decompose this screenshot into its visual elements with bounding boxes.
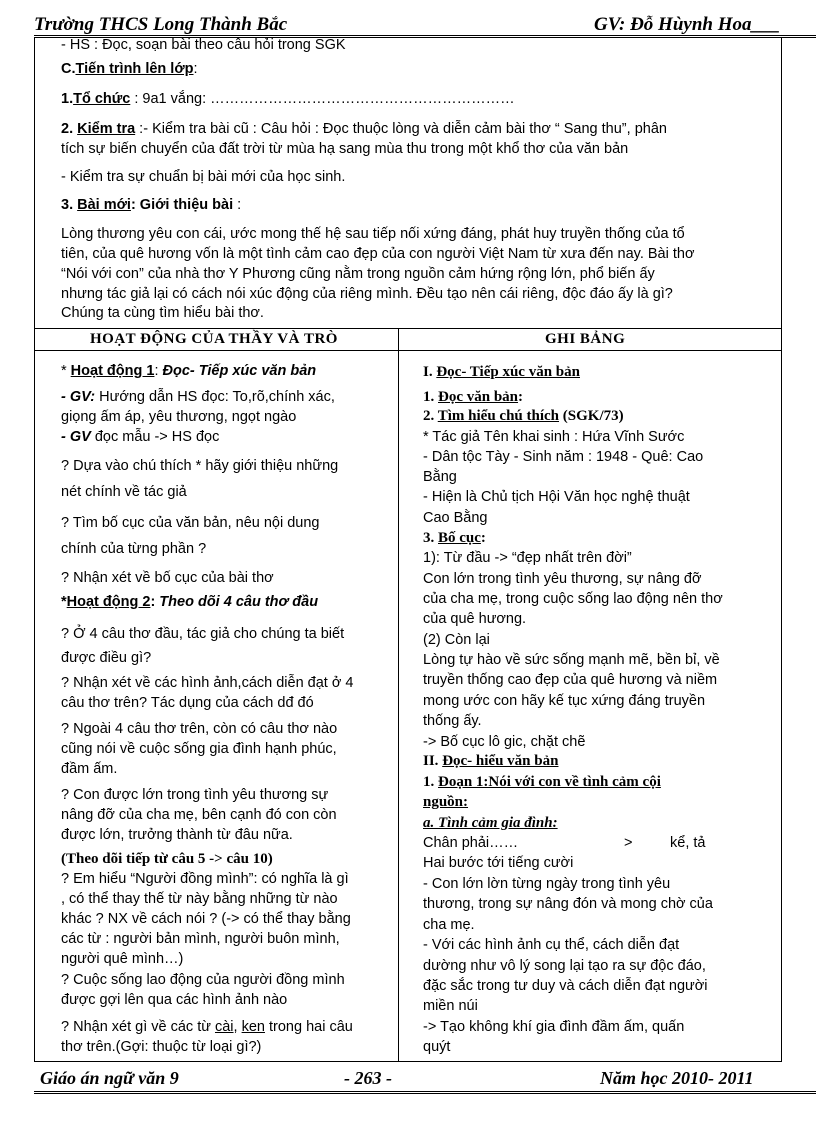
question: ? Dựa vào chú thích * hãy giới thiệu những <box>61 458 339 474</box>
question: khác ? NX về cách nói ? (-> có thể thay bằng <box>61 911 351 927</box>
arrow-mark: > <box>624 835 633 851</box>
board-line: Bằng <box>423 469 457 485</box>
question: , có thể thay thế từ này bằng những từ nào <box>61 891 338 907</box>
board-heading: 3. Bố cục: <box>423 530 486 546</box>
board-line: - Với các hình ảnh cụ thể, cách diễn đạt <box>423 937 680 953</box>
board-line: cha mẹ. <box>423 917 475 933</box>
activity-heading: *Hoạt động 2: Theo dõi 4 câu thơ đầu <box>61 594 319 610</box>
question: ? Tìm bố cục của văn bản, nêu nội dung <box>61 515 320 531</box>
question: ? Ngoài 4 câu thơ trên, còn có câu thơ nào <box>61 721 338 737</box>
school-year: Năm học 2010- 2011 <box>600 1068 754 1088</box>
question: được lớn, trưởng thành từ đâu nữa. <box>61 827 293 843</box>
left-line: - GV đọc mẫu -> HS đọc <box>61 429 220 445</box>
page-footer <box>34 1062 816 1094</box>
intro-paragraph: Lòng thương yêu con cái, ước mong thế hệ sau tiếp nối xứng đáng, phát huy truyền thống của tổ <box>61 226 685 242</box>
board-line: Cao Bằng <box>423 510 488 526</box>
left-line: - GV: Hướng dẫn HS đọc: To,rõ,chính xác, <box>61 389 335 405</box>
board-line: 1): Từ đầu -> “đẹp nhất trên đời” <box>423 550 632 566</box>
table-header-border <box>34 350 782 351</box>
question: nâng đỡ của cha mẹ, bên cạnh đó con còn <box>61 807 337 823</box>
board-line: thương, trong sự nâng đón và mong chờ của <box>423 896 713 912</box>
question: được gợi lên qua các hình ảnh nào <box>61 992 288 1008</box>
board-subheading: a. Tình cảm gia đình: <box>423 815 558 831</box>
question: ? Nhận xét gì về các từ cài, ken trong hai câu <box>61 1019 353 1035</box>
board-heading: 2. Tìm hiểu chú thích (SGK/73) <box>423 408 624 424</box>
table-top-border <box>34 328 782 329</box>
board-line: * Tác giả Tên khai sinh : Hứa Vĩnh Sước <box>423 429 685 445</box>
question: ? Nhận xét về bố cục của bài thơ <box>61 570 274 586</box>
board-heading: II. Đọc- hiểu văn bản <box>423 753 559 769</box>
board-line: - Hiện là Chủ tịch Hội Văn học nghệ thuật <box>423 489 690 505</box>
intro-line: 3. Bài mới: Giới thiệu bài : <box>61 197 242 213</box>
table-header-left: HOẠT ĐỘNG CỦA THẦY VÀ TRÒ <box>90 331 338 347</box>
board-heading: 1. Đoạn 1:Nói với con về tình cảm cội <box>423 774 661 790</box>
question: ? Con được lớn trong tình yêu thương sự <box>61 787 329 803</box>
school-name: Trường THCS Long Thành Bắc <box>34 14 288 35</box>
board-line: truyền thống cao đẹp của quê hương và niềm <box>423 672 718 688</box>
question: thơ trên.(Gợi: thuộc từ loại gì?) <box>61 1039 262 1055</box>
intro-line: tích sự biến chuyển của đất trời từ mùa hạ sang mùa thu trong một khổ thơ của văn bản <box>61 141 629 157</box>
question: ? Em hiểu “Người đồng mình”: có nghĩa là gì <box>61 871 349 887</box>
board-heading: nguồn: <box>423 794 469 810</box>
intro-paragraph: tiên, của quê hương vốn là một tình cảm cao đẹp của con người Việt Nam từ xưa đến nay. Bài thơ <box>61 246 695 262</box>
board-line: Con lớn trong tình yêu thương, sự nâng đỡ <box>423 571 702 587</box>
board-heading: 1. Đọc văn bản: <box>423 389 524 405</box>
intro-paragraph: Chúng ta cùng tìm hiểu bài thơ. <box>61 305 264 321</box>
board-line: (2) Còn lại <box>423 632 490 648</box>
board-line: kể, tả <box>670 835 706 851</box>
intro-line: 1.Tổ chức : 9a1 vắng: ……………………………………………………… <box>61 91 515 107</box>
intro-line: 2. Kiểm tra :- Kiểm tra bài cũ : Câu hỏi : Đọc thuộc lòng và diễn cảm bài thơ “ Sang thu”, phân <box>61 121 667 137</box>
board-line: -> Bố cục lô gic, chặt chẽ <box>423 734 586 750</box>
section-heading: C.Tiến trình lên lớp: <box>61 61 198 77</box>
board-line: Chân phải…… <box>423 835 519 851</box>
question: các từ : người bản mình, người buôn mình, <box>61 931 340 947</box>
question: câu thơ trên? Tác dụng của cách dđ đó <box>61 695 314 711</box>
question: ? Nhận xét về các hình ảnh,cách diễn đạt ở 4 <box>61 675 354 691</box>
board-heading: I. Đọc- Tiếp xúc văn bản <box>423 364 580 380</box>
question: đầm ấm. <box>61 761 118 777</box>
board-line: -> Tạo không khí gia đình đầm ấm, quấn <box>423 1019 685 1035</box>
table-header-right: GHI BẢNG <box>545 331 626 347</box>
question: ? Cuộc sống lao động của người đồng mình <box>61 972 345 988</box>
board-line: Hai bước tới tiếng cười <box>423 855 574 871</box>
question: cũng nói về cuộc sống gia đình hạnh phúc, <box>61 741 337 757</box>
question: ? Ở 4 câu thơ đầu, tác giả cho chúng ta biết <box>61 626 345 642</box>
intro-line: - Kiểm tra sự chuẩn bị bài mới của học sinh. <box>61 169 346 185</box>
intro-line: - HS : Đọc, soạn bài theo câu hỏi trong SGK <box>61 37 346 53</box>
left-line: giọng ấm áp, yêu thương, ngọt ngào <box>61 409 297 425</box>
page-header <box>34 10 816 38</box>
board-line: đặc sắc trong tư duy và cách diễn đạt người <box>423 978 708 994</box>
teacher-name: GV: Đỗ Hùynh Hoa___ <box>594 14 780 35</box>
question: người quê mình…) <box>61 951 184 967</box>
board-line: miền núi <box>423 998 478 1014</box>
question: được điều gì? <box>61 650 152 666</box>
footer-title: Giáo án ngữ văn 9 <box>40 1068 179 1088</box>
table-column-divider <box>398 328 399 1062</box>
subsection-note: (Theo dõi tiếp từ câu 5 -> câu 10) <box>61 851 273 867</box>
intro-paragraph: “Nói với con” của nhà thơ Y Phương cũng nằm trong nguồn cảm hứng rộng lớn, phổ biến ấy <box>61 266 655 282</box>
activity-heading: * Hoạt động 1: Đọc- Tiếp xúc văn bản <box>61 363 317 379</box>
board-line: của cha mẹ, trong cuộc sống lao động nên thơ <box>423 591 723 607</box>
board-line: - Dân tộc Tày - Sinh năm : 1948 - Quê: Cao <box>423 449 704 465</box>
board-line: dường như vô lý song lại tạo ra sự độc đáo, <box>423 958 706 974</box>
board-line: mong ước con hãy kế tục xứng đáng truyền <box>423 693 706 709</box>
board-line: - Con lớn lờn từng ngày trong tình yêu <box>423 876 671 892</box>
board-line: của quê hương. <box>423 611 527 627</box>
intro-paragraph: nhưng tác giả lại có cách nói xúc động của riêng mình. Đều tạo nên cái riêng, độc đáo ấy là gì? <box>61 286 673 302</box>
board-line: Lòng tự hào về sức sống mạnh mẽ, bền bỉ, về <box>423 652 720 668</box>
question: chính của từng phần ? <box>61 541 207 557</box>
question: nét chính về tác giả <box>61 484 187 500</box>
board-line: quýt <box>423 1039 451 1055</box>
page-number: - 263 - <box>344 1068 392 1088</box>
board-line: thống ấy. <box>423 713 482 729</box>
